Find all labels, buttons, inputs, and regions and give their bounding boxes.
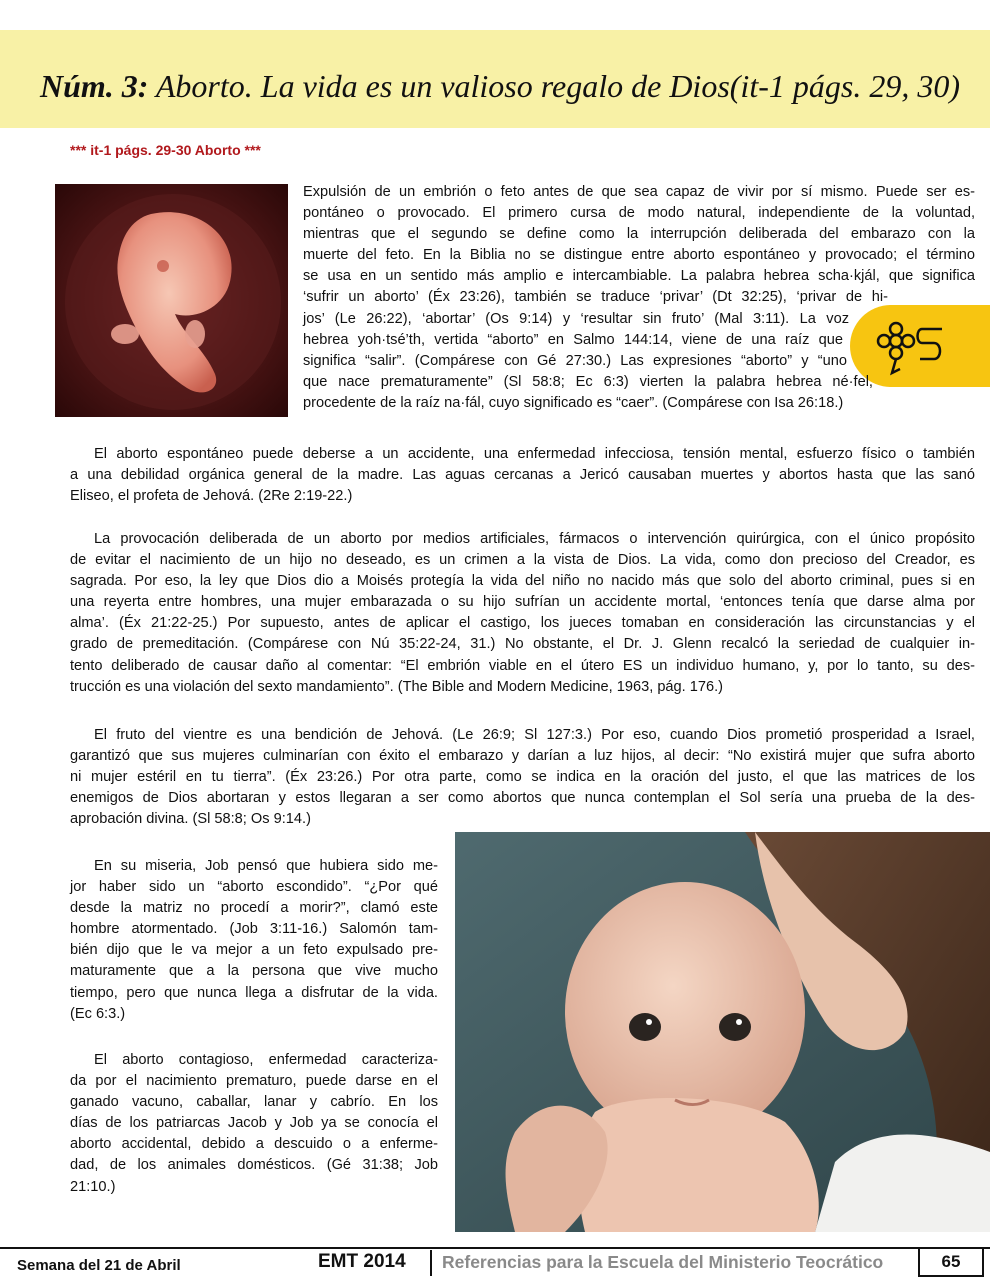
text-line: El fruto del vientre es una bendición de Jehová. (Le 26:9; Sl 127:3.) Por eso, cuando Dios prometió prosperidad a Israel, xyxy=(94,727,975,743)
text-line: jor haber sido un “aborto escondido”. “¿Por qué xyxy=(70,879,438,896)
text-line: tento deliberado de causar daño al comentar: “El embrión viable en el útero ES un individuo humano, y, por lo tanto, su des- xyxy=(70,657,975,674)
text-line: aborto accidental, debido a descuido o a enferme- xyxy=(70,1136,438,1153)
mother-and-baby-photo xyxy=(455,832,990,1232)
footer-references: Referencias para la Escuela del Ministerio Teocrático xyxy=(442,1252,884,1272)
text-line: grado de premeditación. (Compárese con Nú 35:22-24, 31.) No obstante, el Dr. J. Glenn recalcó la seriedad de cualquier in- xyxy=(70,636,975,653)
text-line: aprobación divina. (Sl 58:8; Os 9:14.) xyxy=(70,811,311,828)
paragraph-2 xyxy=(70,444,975,507)
footer-rule xyxy=(0,1247,990,1249)
footer-emt: EMT 2014 xyxy=(318,1251,406,1272)
intro-paragraph xyxy=(303,182,975,414)
text-line: hombre atormentado. (Job 3:11-16.) Salomón tam- xyxy=(70,921,438,938)
text-line: La provocación deliberada de un aborto por medios artificiales, fármacos o intervención quirúrgica, con el único propósito xyxy=(94,531,975,547)
intro-line: muerte del feto. En la Biblia no se distingue entre aborto espontáneo y provocado; el término xyxy=(303,247,975,264)
paragraph-3 xyxy=(70,529,975,698)
page-number: 65 xyxy=(918,1249,984,1277)
text-line: dad, de los animales domésticos. (Gé 31:38; Job xyxy=(70,1157,438,1174)
embryo-image xyxy=(55,184,288,417)
paragraph-4 xyxy=(70,725,975,830)
intro-line: procedente de la raíz na·fál, cuyo significado es “caer”. (Compárese con Isa 26:18.) xyxy=(303,394,844,411)
footer-separator xyxy=(430,1250,432,1276)
text-line: ganado vacuno, caballar, lanar y cabrío. En los xyxy=(70,1094,438,1111)
intro-line: mientras que el segundo se define como la interrupción deliberada del embarazo con la xyxy=(303,226,975,243)
text-line: 21:10.) xyxy=(70,1178,116,1195)
text-line: trucción es una violación del sexto mandamiento”. (The Bible and Modern Medicine, 1963, pág. 176.) xyxy=(70,678,724,695)
intro-line: se usa en un sentido más amplio e intercambiable. La palabra hebrea scha·kjál, que significa xyxy=(303,268,975,285)
source-reference: *** it-1 págs. 29-30 Aborto *** xyxy=(70,142,261,158)
title-number: Núm. 3: xyxy=(40,68,149,104)
text-line: sagrada. Por eso, la ley que Dios dio a Moisés protegía la vida del niño no nacido más que solo del aborto criminal, pues si en xyxy=(70,573,975,590)
intro-line: Expulsión de un embrión o feto antes de que sea capaz de vivir por sí mismo. Puede ser es- xyxy=(303,184,975,200)
text-line: Eliseo, el profeta de Jehová. (2Re 2:19-22.) xyxy=(70,488,353,505)
text-line: maturamente que a la persona que vive mucho xyxy=(70,963,438,980)
intro-line: significa “salir”. (Compárese con Gé 27:30.) Las expresiones “aborto” y “uno xyxy=(303,352,847,369)
text-line: garantizó que sus mujeres culminarían con éxito el embarazo y darían a luz hijos, al decir: “No existirá mujer que sufra aborto xyxy=(70,748,975,765)
intro-line: jos’ (Le 26:22), ‘abortar’ (Os 9:14) y ‘resultar sin fruto’ (Mal 3:11). La voz xyxy=(303,310,849,327)
intro-line: ‘sufrir un aborto’ (Éx 23:26), también se traduce ‘privar’ (Dt 32:25), ‘privar de hi- xyxy=(303,289,888,306)
text-line: una reyerta entre hombres, una mujer embarazada o su hijo sufrían un accidente mortal, ‘entonces tenía que darse alma por xyxy=(70,594,975,611)
text-line: días de los patriarcas Jacob y Job ya se conocía el xyxy=(70,1115,438,1132)
paragraph-5 xyxy=(70,856,438,1025)
page-footer xyxy=(0,1247,990,1280)
text-line: En su miseria, Job pensó que hubiera sido me- xyxy=(94,858,438,874)
text-line: de evitar el nacimiento de un hijo no deseado, es un crimen a la vista de Dios. La vida, como don precioso del Creador, es xyxy=(70,552,975,569)
intro-line: que nace prematuramente” (Sl 58:8; Ec 6:3) vierten la palabra hebrea né·fel, xyxy=(303,373,873,390)
text-line: El aborto espontáneo puede deberse a un accidente, una enfermedad infecciosa, tensión mental, esfuerzo físico o también xyxy=(94,446,975,462)
footer-week: Semana del 21 de Abril xyxy=(17,1257,181,1274)
text-line: bién dijo que le va mejor a un feto expulsado pre- xyxy=(70,942,438,959)
page-title xyxy=(40,68,960,105)
text-line: desde la matriz no procedí a morir?”, clamó este xyxy=(70,900,438,917)
paragraph-6 xyxy=(70,1050,438,1198)
text-line: da por el nacimiento prematuro, puede darse en el xyxy=(70,1073,438,1090)
title-text: Aborto. La vida es un valioso regalo de Dios(it-1 págs. 29, 30) xyxy=(148,68,960,104)
intro-line: hebrea yoh·tsé’th, vertida “aborto” en Salmo 144:14, viene de una raíz que xyxy=(303,331,843,348)
text-line: tiempo, pero que nunca llega a disfrutar de la vida. xyxy=(70,984,438,1001)
text-line: enemigos de Dios abortaran y estos llegaran a ser como abortos que nunca contemplan el Sol sería una prueba de la des- xyxy=(70,790,975,807)
text-line: El aborto contagioso, enfermedad caracteriza- xyxy=(94,1052,438,1068)
text-line: a una debilidad orgánica general de la madre. Las aguas cercanas a Jericó causaban muertes y abortos hasta que las sanó xyxy=(70,467,975,484)
text-line: ni mujer estéril en tu tierra”. (Éx 23:26.) Por otra parte, como se indica en la oración del justo, el que las matrices de los xyxy=(70,769,975,786)
text-line: alma’. (Éx 21:22-25.) Por supuesto, antes de aplicar el castigo, los jueces tomaban en consideración las circunstancias y el xyxy=(70,615,975,632)
text-line: (Ec 6:3.) xyxy=(70,1005,126,1022)
intro-line: pontáneo o provocado. El primero cursa de modo natural, independiente de la voluntad, xyxy=(303,205,975,222)
